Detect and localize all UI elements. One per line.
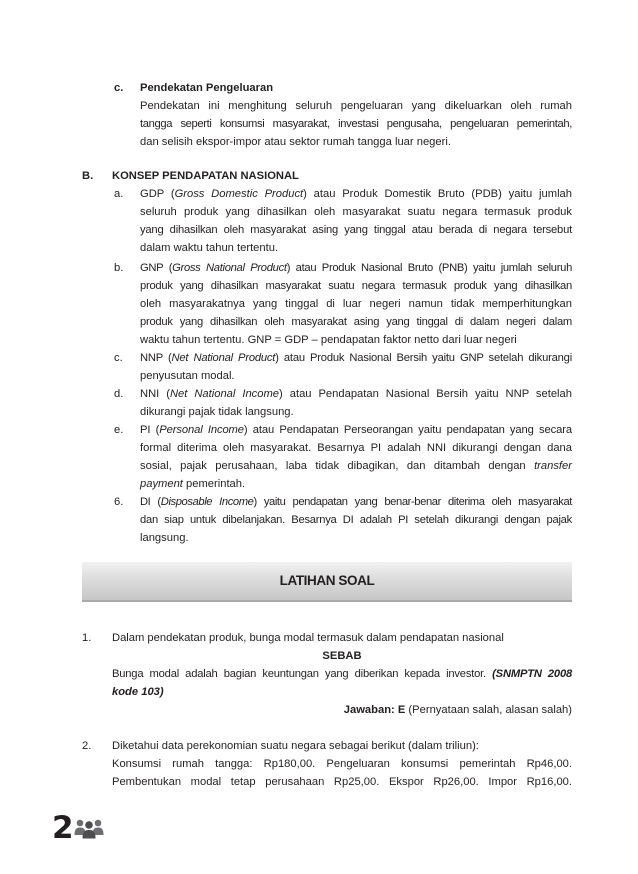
section-b-label: B. (82, 170, 94, 182)
section-c-text-line: tangga seperti konsumsi masyarakat, investasi pengusaha, pengeluaran pemerintah, (140, 118, 572, 130)
item-label: c. (114, 352, 123, 364)
sebab-label: SEBAB (322, 650, 362, 662)
item-label: b. (114, 262, 124, 274)
definition-text-line: formal diterima oleh masyarakat. Besarnya PI adalah NNI dikurangi dengan dana (140, 442, 572, 454)
definition-text-line: penyusutan modal. (140, 370, 235, 382)
definition-text-line: langsung. (140, 532, 189, 544)
definition-text-line: sosial, pajak perusahaan, laba tidak dibagikan, dan ditambah dengan transfer (140, 460, 572, 472)
banner-title: LATIHAN SOAL (279, 573, 375, 588)
item-label: a. (114, 188, 124, 200)
definition-gdp: GDP (Gross Domestic Product) atau Produk Domestik Bruto (PDB) yaitu jumlah (140, 188, 573, 200)
question-answer: Jawaban: E (Pernyataan salah, alasan salah) (343, 704, 572, 716)
question-number: 1. (82, 632, 92, 644)
question-number: 2. (82, 740, 92, 752)
question-data-line: Pembentukan modal tetap perusahaan Rp25,00. Ekspor Rp26,00. Impor Rp16,00. (112, 776, 572, 788)
definition-di: DI (Disposable Income) yaitu pendapatan yang benar-benar diterima oleh masyarakat (140, 496, 573, 508)
definition-nni: NNI (Net National Income) atau Pendapatan Nasional Bersih yaitu NNP setelah (140, 388, 572, 400)
definition-text-line: payment pemerintah. (140, 478, 246, 490)
section-c-heading: Pendekatan Pengeluaran (140, 82, 274, 94)
page-number: 2 (52, 810, 73, 846)
question-source: kode 103) (112, 686, 164, 698)
definition-text-line: yang dihasilkan oleh masyarakat asing yang tinggal atau berada di negara tersebut (140, 224, 572, 236)
definition-pi: PI (Personal Income) atau Pendapatan Perseorangan yaitu pendapatan yang secara (140, 424, 572, 436)
section-c-label: c. (114, 82, 124, 94)
question-text: Diketahui data perekonomian suatu negara sebagai berikut (dalam triliun): (112, 740, 479, 752)
banner-divider (82, 600, 572, 602)
section-b-heading: KONSEP PENDAPATAN NASIONAL (112, 170, 299, 182)
definition-text-line: seluruh produk yang dihasilkan oleh masyarakat suatu negara termasuk produk (140, 206, 572, 218)
definition-text-line: oleh masyarakatnya yang tinggal di luar negeri namun tidak memperhitungkan (140, 298, 572, 310)
section-c-text-line: dan selisih ekspor-impor atau sektor rumah tangga luar negeri. (140, 136, 451, 148)
definition-text-line: dikurangi pajak tidak langsung. (140, 406, 294, 418)
definition-text-line: waktu tahun tertentu. GNP = GDP – pendapatan faktor netto dari luar negeri (140, 334, 517, 346)
item-label: 6. (114, 496, 124, 508)
question-reason: Bunga modal adalah bagian keuntungan yang diberikan kepada investor. (SNMPTN 2008 (112, 668, 572, 680)
people-group-icon (74, 817, 104, 839)
definition-text-line: produk yang dihasilkan masyarakat suatu negara termasuk produk yang dihasilkan (140, 280, 572, 292)
definition-text-line: dan siap untuk dibelanjakan. Besarnya DI adalah PI setelah dikurangi dengan pajak (140, 514, 572, 526)
question-data-line: Konsumsi rumah tangga: Rp180,00. Pengeluaran konsumsi pemerintah Rp46,00. (112, 758, 572, 770)
question-text: Dalam pendekatan produk, bunga modal termasuk dalam pendapatan nasional (112, 632, 504, 644)
item-label: d. (114, 388, 124, 400)
definition-gnp: GNP (Gross National Product) atau Produk Nasional Bruto (PNB) yaitu jumlah seluruh (140, 262, 572, 274)
item-label: e. (114, 424, 124, 436)
definition-text-line: dalam waktu tahun tertentu. (140, 242, 279, 254)
definition-text-line: produk yang dihasilkan oleh masyarakat asing yang tinggal di dalam negeri dalam (140, 316, 572, 328)
definition-nnp: NNP (Net National Product) atau Produk Nasional Bersih yaitu GNP setelah dikurangi (140, 352, 572, 364)
section-c-text-line: Pendekatan ini menghitung seluruh pengeluaran yang dikeluarkan oleh rumah (140, 100, 572, 112)
